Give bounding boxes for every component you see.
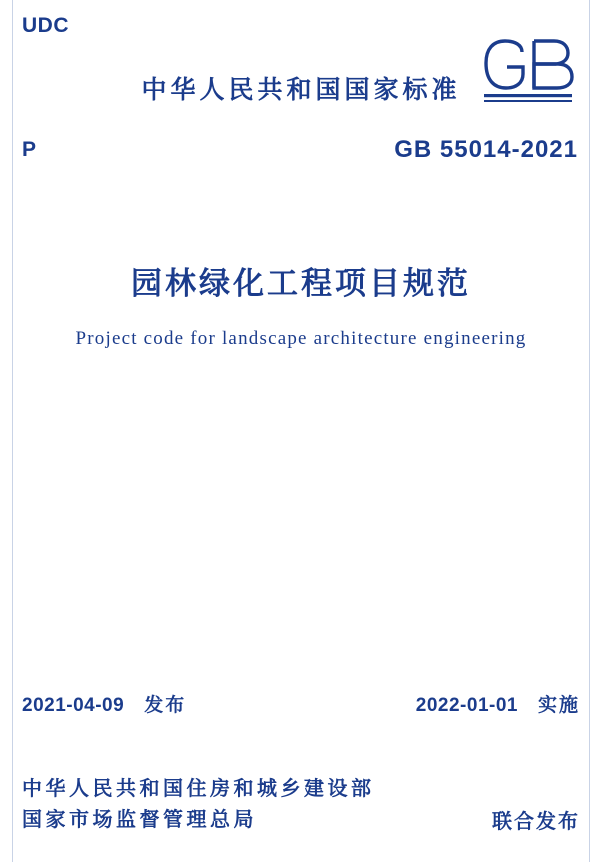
right-margin-rule xyxy=(589,0,590,862)
left-margin-rule xyxy=(12,0,13,862)
effective-date-label: 实施 xyxy=(537,695,580,716)
page-subtitle-english: Project code for landscape architecture engineering xyxy=(75,328,527,349)
issuer-organizations xyxy=(22,774,375,836)
gb-logo-icon xyxy=(480,36,576,106)
issuer-line: 中华人民共和国住房和城乡建设部 xyxy=(22,778,375,800)
udc-label: UDC xyxy=(22,14,69,37)
category-letter: P xyxy=(22,138,37,161)
standard-number: GB 55014-2021 xyxy=(394,136,578,163)
issuer-line: 国家市场监督管理总局 xyxy=(22,809,257,831)
issue-date-value: 2021-04-09 xyxy=(22,695,125,716)
joint-issue-label: 联合发布 xyxy=(492,811,580,833)
effective-date-value: 2022-01-01 xyxy=(415,695,518,716)
national-standard-heading: 中华人民共和国国家标准 xyxy=(141,76,461,104)
page-title: 园林绿化工程项目规范 xyxy=(131,266,471,301)
effective-date-group xyxy=(416,690,580,717)
issue-date-label: 发布 xyxy=(144,695,187,716)
issuers-row xyxy=(22,774,580,836)
dates-row xyxy=(22,690,580,717)
issue-date-group xyxy=(22,690,186,717)
